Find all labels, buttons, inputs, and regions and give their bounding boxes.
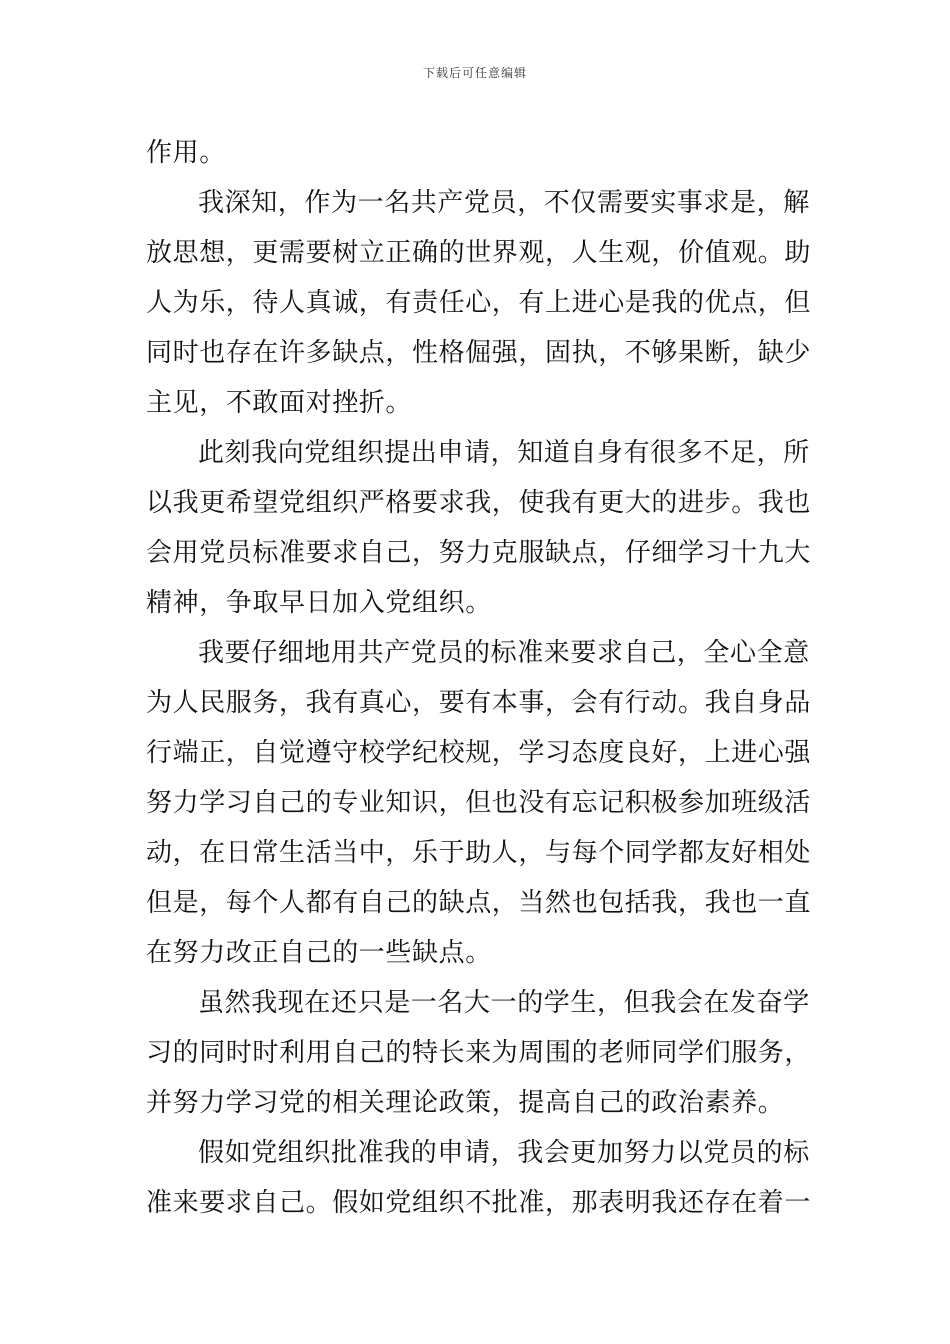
text-line: 以我更希望党组织严格要求我，使我有更大的进步。我也	[146, 488, 812, 518]
text-line: 作用。	[146, 138, 226, 168]
text-line: 并努力学习党的相关理论政策，提高自己的政治素养。	[146, 1088, 785, 1118]
text-line: 为人民服务，我有真心，要有本事，会有行动。我自身品	[146, 688, 812, 718]
text-line: 会用党员标准要求自己，努力克服缺点，仔细学习十九大	[146, 538, 812, 568]
text-line: 同时也存在许多缺点，性格倔强，固执，不够果断，缺少	[146, 338, 812, 368]
text-line: 准来要求自己。假如党组织不批准，那表明我还存在着一	[146, 1188, 812, 1218]
text-line: 在努力改正自己的一些缺点。	[146, 938, 492, 968]
text-line: 精神，争取早日加入党组织。	[146, 588, 492, 618]
text-line: 此刻我向党组织提出申请，知道自身有很多不足，所	[198, 438, 810, 468]
page-header: 下载后可任意编辑	[422, 66, 527, 80]
document-body	[146, 128, 812, 1228]
text-line: 动，在日常生活当中，乐于助人，与每个同学都友好相处	[146, 838, 812, 868]
text-line: 我要仔细地用共产党员的标准来要求自己，全心全意	[198, 638, 810, 668]
text-line: 我深知，作为一名共产党员，不仅需要实事求是，解	[198, 188, 810, 218]
text-line: 但是，每个人都有自己的缺点，当然也包括我，我也一直	[146, 888, 812, 918]
text-line: 虽然我现在还只是一名大一的学生，但我会在发奋学	[198, 988, 810, 1018]
text-line: 放思想，更需要树立正确的世界观，人生观，价值观。助	[146, 238, 812, 268]
text-line: 人为乐，待人真诚，有责任心，有上进心是我的优点，但	[146, 288, 812, 318]
text-line: 主见，不敢面对挫折。	[146, 388, 413, 418]
text-line: 假如党组织批准我的申请，我会更加努力以党员的标	[198, 1138, 810, 1168]
text-line: 习的同时时利用自己的特长来为周围的老师同学们服务，	[146, 1038, 812, 1068]
text-line: 行端正，自觉遵守校学纪校规，学习态度良好，上进心强	[146, 738, 812, 768]
text-line: 努力学习自己的专业知识，但也没有忘记积极参加班级活	[146, 788, 812, 818]
